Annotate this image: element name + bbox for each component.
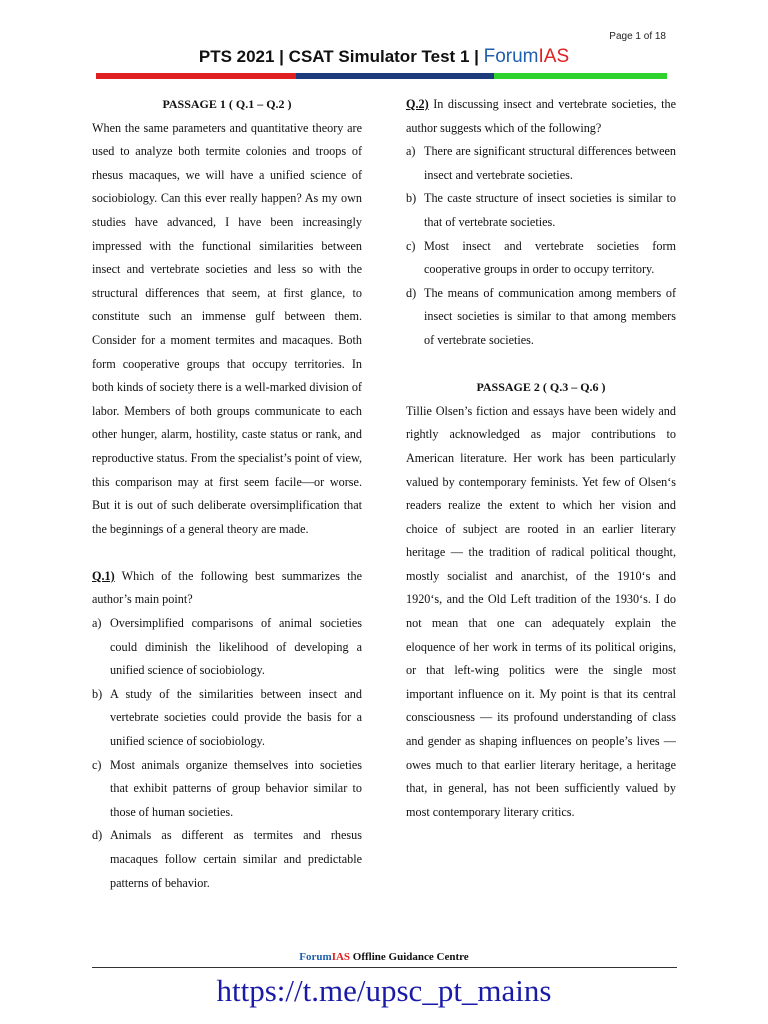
header-color-bar — [96, 73, 667, 79]
footer — [0, 951, 768, 963]
bar-red — [96, 73, 296, 79]
footer-brand-forum: Forum — [299, 951, 332, 963]
telegram-link[interactable]: https://t.me/upsc_pt_mains — [216, 973, 552, 1008]
passage2-text: Tillie Olsen’s fiction and essays have been widely and rightly acknowledged as major contributions to American literature. Her work has been particularly valued by contemporary feminists. Yet few of Olsen‘s readers realize the extent to which her vision and choice of subject are rooted in an earlier literary heritage — the tradition of radical political thought, mostly socialist and anarchist, of the 1910‘s and 1920‘s, and the Old Left tradition of the 1930‘s. I do not mean that one can adequately explain the eloquence of her work in terms of its political origins, or that left-wing politics were the single most important influence on it. My point is that its central consciousness — its profound understanding of class and gender as shaping influences on people’s lives — owes much to that earlier literary heritage, a heritage that, in general, has not been sufficiently valued by most contemporary literary critics. — [406, 403, 676, 819]
question-stem: Which of the following best summarizes the author’s main point? — [92, 568, 362, 607]
question-stem: In discussing insect and vertebrate societies, the author suggests which of the following? — [406, 97, 676, 135]
passage1-title: PASSAGE 1 ( Q.1 – Q.2 ) — [162, 97, 292, 111]
left-column — [92, 93, 362, 895]
page-header — [0, 46, 768, 68]
q1-option-d[interactable]: d) Animals as different as termites and rhesus macaques follow certain similar and predictable patterns of behavior. — [92, 828, 362, 890]
passage1-text: When the same parameters and quantitative theory are used to analyze both termite colonies and troops of rhesus macaques, we will have a unified science of sociobiology. Can this ever really happen? As my own studies have advanced, I have been increasingly impressed with the functional similarities between insect and vertebrate societies and less so with the structural differences that seem, at first glance, to constitute such an immense gulf between them. Consider for a moment termites and macaques. Both form cooperative groups that occupy territories. In both kinds of society there is a well-marked division of labor. Members of both groups communicate to each other hunger, alarm, hostility, caste status or rank, and reproductive status. From the specialist’s point of view, this comparison may at first seem facile—or worse. But it is out of such deliberate oversimplification that the beginnings of a general theory are made. — [92, 120, 362, 536]
passage2-title: PASSAGE 2 ( Q.3 – Q.6 ) — [476, 380, 606, 395]
right-column — [406, 93, 676, 824]
q2-option-b[interactable]: b) The caste structure of insect societies is similar to that of vertebrate societies. — [406, 191, 676, 229]
bar-green — [494, 73, 667, 79]
bar-navy — [296, 73, 494, 79]
q1-option-c[interactable]: c) Most animals organize themselves into societies that exhibit patterns of group behavior similar to those of human societies. — [92, 757, 362, 819]
footer-brand-ias: IAS — [331, 951, 351, 963]
brand-ias: IAS — [538, 46, 570, 67]
q1-option-a[interactable]: a) Oversimplified comparisons of animal societies could diminish the likelihood of developing a unified science of sociobiology. — [92, 616, 362, 678]
footer-divider — [92, 967, 677, 968]
q2-option-c[interactable]: c) Most insect and vertebrate societies form cooperative groups in order to occupy territory. — [406, 238, 676, 277]
q1-option-b[interactable]: b) A study of the similarities between insect and vertebrate societies could provide the basis for a unified science of sociobiology. — [92, 686, 362, 749]
question-2 — [406, 93, 676, 140]
question-number: Q.1) — [92, 568, 115, 583]
question-1 — [92, 565, 362, 612]
header-title: PTS 2021 | CSAT Simulator Test 1 | — [198, 47, 484, 66]
q2-option-d[interactable]: d) The means of communication among members of insect societies is similar to that among members of vertebrate societies. — [406, 285, 676, 347]
footer-text: Offline Guidance Centre — [350, 951, 469, 963]
q2-option-a[interactable]: a) There are significant structural differences between insect and vertebrate societies. — [406, 144, 676, 182]
page-number: Page 1 of 18 — [609, 31, 666, 42]
brand-forum: Forum — [483, 46, 539, 67]
question-number: Q.2) — [406, 97, 429, 111]
